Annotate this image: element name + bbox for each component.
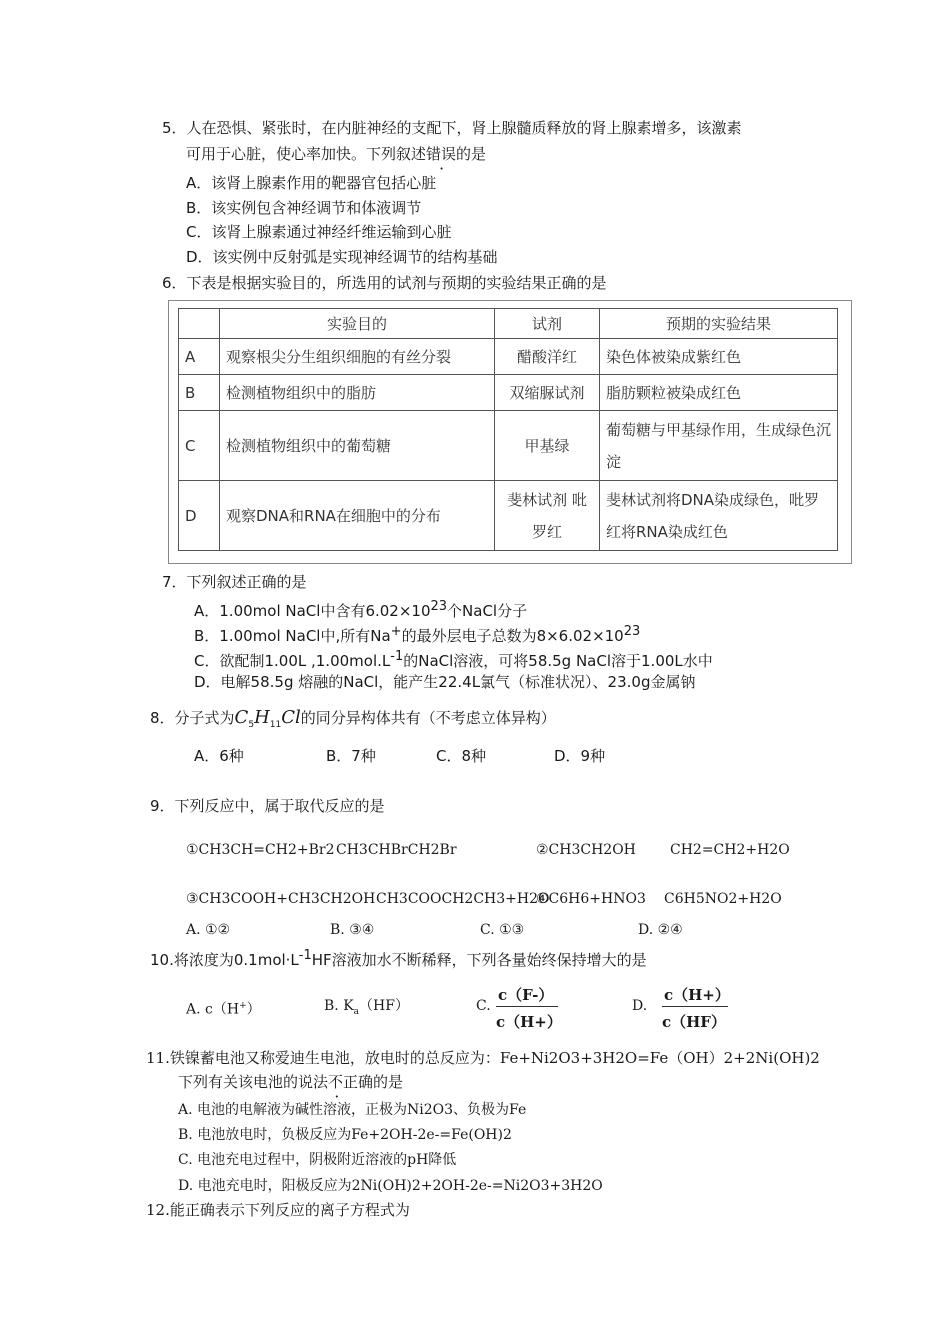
q10-stem	[150, 946, 647, 970]
q5-stem-end: 的是	[456, 145, 487, 163]
q5-option-a: A．该肾上腺素作用的靶器官包括心脏	[186, 174, 437, 192]
table-cell: 醋酸洋红	[495, 339, 600, 375]
q9-option-c: C. ①③	[480, 922, 525, 938]
q7-c-text: C．欲配制1.00L ,1.00mol.L	[194, 652, 391, 670]
table-cell: 脂肪颗粒被染成红色	[600, 375, 838, 411]
table-cell: C	[179, 411, 220, 481]
q11-stem-pre: 下列有关该电池的说法	[178, 1073, 329, 1091]
q10-c-denominator: c（H+）	[496, 1013, 562, 1031]
q8-stem-post: 的同分异构体共有（不考虑立体异构）	[300, 709, 556, 727]
q11-stem-line1: 11.铁镍蓄电池又称爱迪生电池，放电时的总反应为：Fe+Ni2O3+3H2O=Fe（OH）2+2Ni(OH)2	[146, 1049, 820, 1067]
table-cell: 检测植物组织中的脂肪	[220, 375, 495, 411]
q10-b-sub: a	[353, 1007, 360, 1017]
q7-a-sup: 23	[430, 599, 448, 614]
table-row	[179, 339, 838, 375]
table-cell: 染色体被染成紫红色	[600, 339, 838, 375]
table-cell: 斐林试剂将DNA染成绿色，吡罗红将RNA染成红色	[600, 481, 838, 551]
q7-option-d: D．电解58.5g 熔融的NaCl，能产生22.4L氯气（标准状况）、23.0g金属钠	[194, 673, 696, 691]
q9-reaction-3: ③CH3COOH+CH3CH2OH	[186, 891, 376, 907]
q9-option-b: B. ③④	[330, 922, 375, 938]
q10-stem-end: HF溶液加水不断稀释，下列各量始终保持增大的是	[311, 951, 647, 969]
q10-c-fraction-bar	[496, 1006, 558, 1007]
q10-d-fraction-bar	[662, 1006, 728, 1007]
q5-emphasis: 错误	[426, 145, 457, 163]
q8-formula-h: H	[254, 707, 270, 728]
q10-option-d-label: D.	[632, 998, 648, 1014]
q5-stem-text: 可用于心脏，使心率加快。下列叙述	[186, 145, 427, 163]
q8-formula-cl: Cl	[281, 707, 301, 728]
table-cell: 斐林试剂 吡罗红	[495, 481, 600, 551]
q6-table	[178, 308, 838, 551]
q5-option-c: C．该肾上腺素通过神经纤维运输到心脏	[186, 223, 452, 241]
q8-sub5: 5	[248, 720, 255, 730]
q6-stem: 6．下表是根据实验目的，所选用的试剂与预期的实验结果正确的是	[162, 274, 607, 292]
q9-reaction-3-product: CH3COOCH2CH3+H2O	[376, 891, 550, 907]
q12-stem: 12.能正确表示下列反应的离子方程式为	[146, 1201, 410, 1219]
table-header-cell: 实验目的	[220, 309, 495, 339]
q10-option-b	[324, 996, 409, 1018]
table-header-cell	[179, 309, 220, 339]
q9-reaction-4: ④C6H6+HNO3	[536, 891, 646, 907]
q11-option-d: D. 电池充电时，阳极反应为2Ni(OH)2+2OH-2e-=Ni2O3+3H2O	[178, 1178, 603, 1194]
q8-option-d: D．9种	[554, 747, 606, 765]
q7-b-mid: 的最外层电子总数为8×6.02×10	[401, 627, 624, 645]
table-header-cell: 预期的实验结果	[600, 309, 838, 339]
q11-emphasis: 不	[328, 1073, 344, 1091]
q9-reaction-4-product: C6H5NO2+H2O	[664, 891, 782, 907]
table-cell: B	[179, 375, 220, 411]
table-row	[179, 375, 838, 411]
q10-d-denominator: c（HF）	[662, 1013, 726, 1031]
q10-option-c-label: C.	[476, 998, 491, 1014]
q9-reaction-1: ①CH3CH=CH2+Br2	[186, 842, 335, 858]
q10-b-end: （HF）	[359, 998, 409, 1014]
q8-option-a: A．6种	[194, 747, 244, 765]
q10-a-end: ）	[246, 1001, 261, 1018]
table-row	[179, 481, 838, 551]
q8-option-c: C．8种	[436, 747, 487, 765]
q7-option-c	[194, 647, 713, 671]
q8-stem-pre: 8．分子式为	[150, 709, 235, 727]
q5-stem-line2	[186, 144, 486, 164]
q10-d-numerator: c（H+）	[664, 986, 730, 1004]
table-row	[179, 411, 838, 481]
q7-c-end: 的NaCl溶液，可将58.5g NaCl溶于1.00L水中	[403, 652, 713, 670]
q7-a-text: A．1.00mol NaCl中含有6.02×10	[194, 602, 431, 620]
q5-stem-line1: 5．人在恐惧、紧张时，在内脏神经的支配下，肾上腺髓质释放的肾上腺素增多，该激素	[162, 119, 742, 137]
q10-a-text: A. c（H	[186, 1001, 240, 1018]
table-cell: 观察根尖分生组织细胞的有丝分裂	[220, 339, 495, 375]
q8-sub11: 11	[269, 720, 282, 730]
q9-option-a: A. ①②	[186, 922, 231, 938]
q8-stem	[150, 708, 556, 731]
q9-reaction-1-product: CH3CHBrCH2Br	[336, 842, 457, 858]
table-cell: D	[179, 481, 220, 551]
q10-option-a	[186, 996, 261, 1020]
q11-option-c: C. 电池充电过程中，阴极附近溶液的pH降低	[178, 1152, 457, 1168]
q7-b-text: B．1.00mol NaCl中,所有Na	[194, 627, 391, 645]
q7-b-sup2: 23	[623, 624, 641, 639]
q7-option-a	[194, 597, 527, 621]
q5-option-b: B．该实例包含神经调节和体液调节	[186, 199, 422, 217]
table-cell: 甲基绿	[495, 411, 600, 481]
q10-stem-text: 10.将浓度为0.1mol·L	[150, 951, 299, 969]
q7-option-b	[194, 622, 640, 646]
table-cell: A	[179, 339, 220, 375]
q11-stem-line2	[178, 1072, 403, 1092]
q10-stem-sup: -1	[298, 948, 312, 963]
q9-option-d: D. ②④	[638, 922, 683, 938]
q10-c-numerator: c（F-）	[498, 986, 554, 1004]
table-header-cell: 试剂	[495, 309, 600, 339]
q11-option-a: A. 电池的电解液为碱性溶液，正极为Ni2O3、负极为Fe	[178, 1102, 527, 1118]
q9-reaction-2: ②CH3CH2OH	[536, 842, 636, 858]
q11-stem-end: 正确的是	[343, 1073, 404, 1091]
q11-option-b: B. 电池放电时，负极反应为Fe+2OH-2e-=Fe(OH)2	[178, 1127, 512, 1143]
q7-stem: 7．下列叙述正确的是	[162, 573, 307, 591]
q8-formula-c: C	[234, 707, 249, 728]
q10-a-sup: +	[239, 1001, 247, 1011]
q7-c-sup: -1	[390, 649, 404, 664]
table-cell: 检测植物组织中的葡萄糖	[220, 411, 495, 481]
table-cell: 观察DNA和RNA在细胞中的分布	[220, 481, 495, 551]
q9-stem: 9．下列反应中，属于取代反应的是	[150, 797, 385, 815]
q7-a-end: 个NaCl分子	[447, 602, 528, 620]
q5-option-d: D．该实例中反射弧是实现神经调节的结构基础	[186, 248, 498, 266]
q9-reaction-2-product: CH2=CH2+H2O	[670, 842, 790, 858]
table-cell: 双缩脲试剂	[495, 375, 600, 411]
q10-b-text: B. K	[324, 998, 354, 1014]
q8-option-b: B．7种	[326, 747, 376, 765]
q7-b-sup: +	[390, 624, 402, 639]
table-cell: 葡萄糖与甲基绿作用，生成绿色沉淀	[600, 411, 838, 481]
